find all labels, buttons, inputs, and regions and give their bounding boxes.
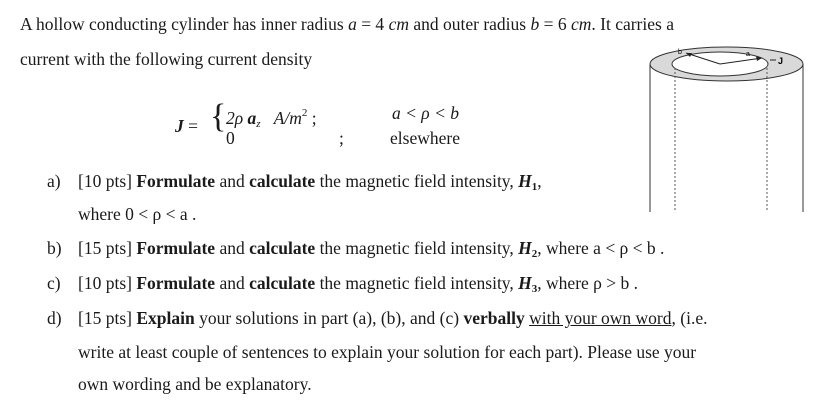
equation-row-1 [226,103,317,134]
part-a-label: a) [47,171,61,191]
part-d-points: [15 pts] [78,308,132,328]
part-a-comma: , [537,171,542,191]
part-c-h-sub: 3 [531,283,538,295]
part-a-calculate: calculate [249,171,316,191]
part-b-h-sub: 2 [531,248,538,260]
part-d-verbally: verbally [463,308,525,328]
part-a-points: [10 pts] [78,171,132,191]
part-a-line-1 [78,170,542,198]
part-b-h: H [518,238,532,258]
a-unit: cm [388,14,409,34]
j-symbol: J [175,116,184,136]
part-c-text: the magnetic field intensity, [315,273,519,293]
unit-vector-sub: z [256,118,261,130]
part-c-h: H [518,273,532,293]
problem-intro-line-1 [20,13,674,35]
row1-semicolon: ; [307,108,317,128]
part-c-calculate: calculate [249,273,316,293]
intro-text-2: and outer radius [408,14,531,34]
label-j: J [778,56,784,66]
equation-lhs [175,116,198,136]
equation-row-2-value: 0 [226,128,235,148]
row1-unit-exp: 2 [301,107,308,119]
b-unit: cm [570,14,592,34]
part-b-tail: , where a < ρ < b . [537,238,665,258]
part-d-line-2: write at least couple of sentences to explain your solution for each part). Please use your [78,342,697,362]
part-c-line [78,272,638,300]
part-d-tail: , (i.e. [671,308,708,328]
part-b-line [78,237,664,265]
part-b-text: the magnetic field intensity, [315,238,519,258]
part-c-points: [10 pts] [78,273,132,293]
part-a-h-sub: 1 [531,181,538,193]
intro-text: A hollow conducting cylinder has inner radius [20,14,344,34]
part-d-underlined: with your own word [529,308,672,328]
label-b: b [678,49,682,56]
piecewise-brace: { [210,98,227,135]
part-d-text: your solutions in part (a), (b), and (c) [194,308,464,328]
intro-text-3: . It carries a [591,14,674,34]
equation-row-2-semicolon: ; [339,128,344,148]
part-d-line-1 [78,307,707,329]
unit-vector-a: a [247,108,257,128]
part-c-label: c) [47,273,61,293]
row1-unit: A/m [273,108,302,128]
part-d-label: d) [47,308,62,328]
row1-expression: 2ρ [226,108,248,128]
label-a: a [746,51,750,58]
part-d-line-3: own wording and be explanatory. [78,374,312,394]
equals-sign: = [183,116,198,136]
part-c-and: and [215,273,250,293]
a-equals: = 4 [356,14,389,34]
part-c-tail: , where ρ > b . [537,273,639,293]
part-c-formulate: Formulate [136,273,216,293]
b-equals: = 6 [539,14,571,34]
part-b-label: b) [47,238,62,258]
part-b-calculate: calculate [249,238,316,258]
equation-row-2-condition: elsewhere [390,128,460,148]
var-b: b [530,14,540,34]
problem-intro-line-2: current with the following current density [20,49,313,69]
part-b-formulate: Formulate [136,238,216,258]
part-a-formulate: Formulate [136,171,216,191]
equation-row-1-condition: a < ρ < b [392,103,460,123]
part-d-explain: Explain [136,308,195,328]
var-a: a [348,14,357,34]
part-b-and: and [215,238,250,258]
part-a-line-2: where 0 < ρ < a . [78,204,197,224]
part-a-and: and [215,171,250,191]
part-a-text: the magnetic field intensity, [315,171,519,191]
cylinder-figure [648,44,808,214]
part-a-h: H [518,171,532,191]
part-b-points: [15 pts] [78,238,132,258]
